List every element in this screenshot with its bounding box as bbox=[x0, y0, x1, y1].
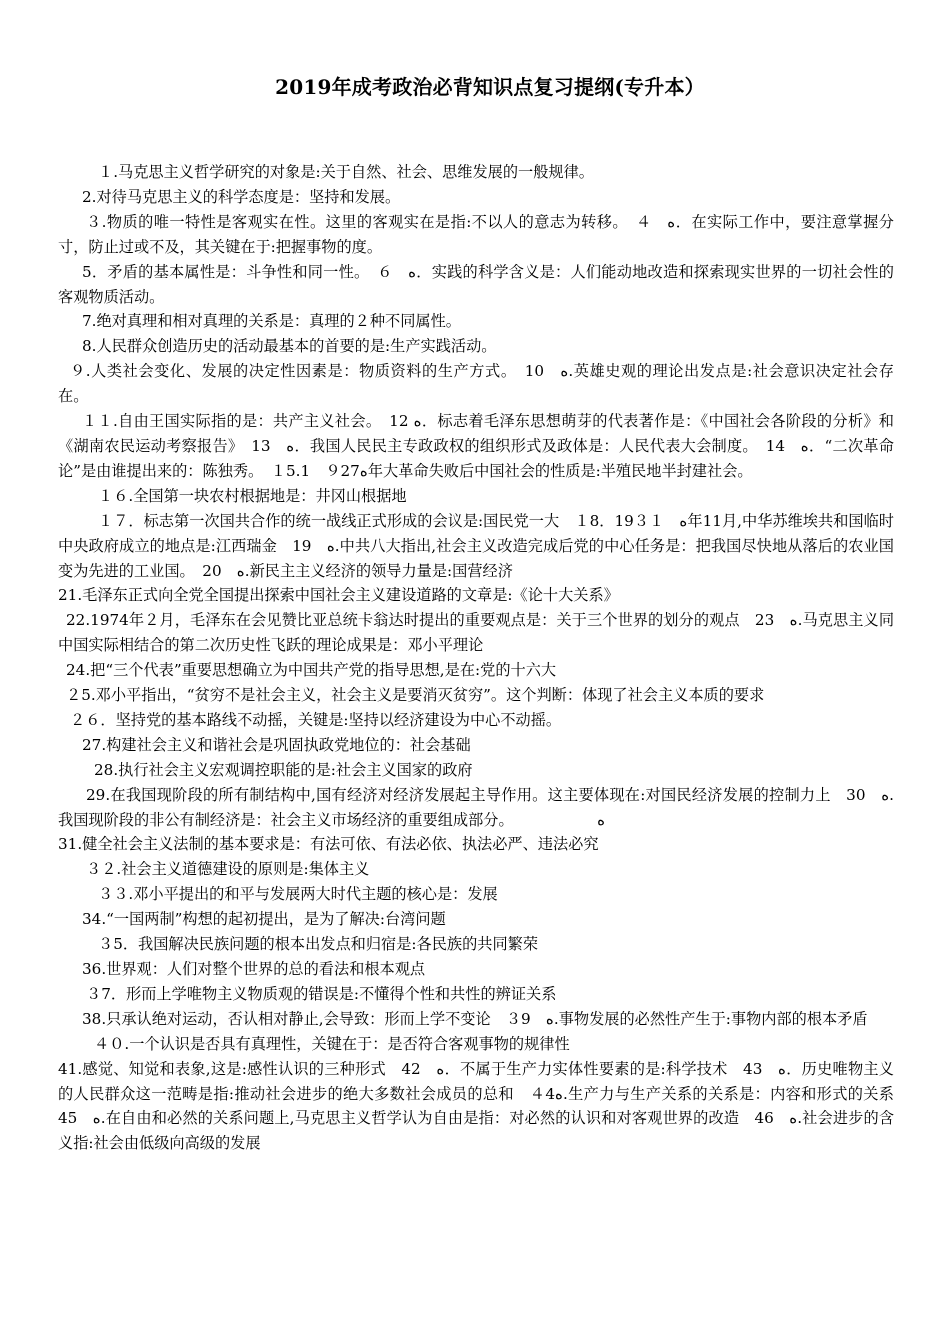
paragraph: ３7．形而上学唯物主义物质观的错误是:不懂得个性和共性的辨证关系 bbox=[86, 984, 557, 1003]
paragraph: １.马克思主义哲学研究的对象是:关于自然、社会、思维发展的一般规律。 bbox=[98, 163, 594, 181]
paragraph: 5．矛盾的基本属性是：斗争性和同一性。 ６ ه．实践的科学含义是：人们能动地改造和探索现实世界的一切社会性的客观物质活动。 bbox=[58, 262, 894, 306]
paragraph: １７．标志第一次国共合作的统一战线正式形成的会议是:国民党一大 １8．19３１ ه年11月,中华苏维埃共和国临时中央政府成立的地点是:江西瑞金 19 ه.中共八大指出,社会主义改造完成后党的中心任务是：把我国尽快地从落后的农业国变为先进的工业国。 20 ه.新民主主义经济的领导力量是:国营经济 bbox=[58, 511, 894, 580]
paragraph: ３２.社会主义道德建设的原则是:集体主义 bbox=[86, 860, 370, 879]
paragraph: ４０.一个认识是否具有真理性，关键在于：是否符合客观事物的规律性 bbox=[94, 1034, 570, 1053]
paragraph: ２5.邓小平指出，“贫穷不是社会主义，社会主义是要消灭贫穷”。这个判断：体现了社会主义本质的要求 bbox=[66, 686, 765, 705]
paragraph: 7.绝对真理和相对真理的关系是：真理的２种不同属性。 bbox=[82, 312, 461, 331]
paragraph: 36.世界观：人们对整个世界的总的看法和根本观点 bbox=[82, 960, 426, 978]
paragraph: 21.毛泽东正式向全党全国提出探索中国社会主义建设道路的文章是:《论十大关系》 bbox=[58, 586, 619, 605]
document-body bbox=[58, 160, 910, 1156]
paragraph: 8.人民群众创造历史的活动最基本的首要的是:生产实践活动。 bbox=[82, 337, 497, 356]
paragraph: 41.感觉、知觉和表象,这是:感性认识的三种形式 42 ه．不属于生产力实体性要素的是:科学技术 43 ه．历史唯物主义的人民群众这一范畴是指:推动社会进步的绝大多数社会成员的总和 ه４4.生产力与生产关系的关系是：内容和形式的关系 45 ه.在自由和必然的关系问题上,马克思主义哲学认为自由是指：对必然的认识和对客观世界的改造 46 ه.社会进步的含义指:社会由低级向高级的发展 bbox=[58, 1059, 910, 1153]
paragraph: ３３.邓小平提出的和平与发展两大时代主题的核心是：发展 bbox=[98, 885, 498, 904]
paragraph: 38.只承认绝对运动，否认相对静止,会导致：形而上学不变论 ３9 ه.事物发展的必然性产生于:事物内部的根本矛盾 bbox=[82, 1009, 868, 1028]
paragraph: １１.自由王国实际指的是：共产主义社会。 12 ه．标志着毛泽东思想萌芽的代表著作是：《中国社会各阶段的分析》和《湖南农民运动考察报告》 13 ه．我国人民民主专政政权的组织形式及政体是：人民代表大会制度。 14 ه．“二次革命论”是由谁提出来的：陈独秀。 １5.1 ه９27年大革命失败后中国社会的性质是:半殖民地半封建社会。 bbox=[58, 412, 894, 480]
paragraph: 34.“一国两制”构想的起初提出，是为了解决:台湾问题 bbox=[82, 910, 446, 929]
paragraph: ９.人类社会变化、发展的决定性因素是：物质资料的生产方式。 10 ه.英雄史观的理论出发点是:社会意识决定社会存在。 bbox=[58, 362, 894, 406]
paragraph: 2.对待马克思主义的科学态度是：坚持和发展。 bbox=[82, 187, 401, 206]
paragraph: 24.把“三个代表”重要思想确立为中国共产党的指导思想,是在:党的十六大 bbox=[66, 661, 557, 680]
paragraph: 31.健全社会主义法制的基本要求是：有法可依、有法必依、执法必严、违法必究 bbox=[58, 835, 599, 854]
paragraph: ３.物质的唯一特性是客观实在性。这里的客观实在是指:不以人的意志为转移。 ４ ه．在实际工作中，要注意掌握分寸，防止过或不及，其关键在于:把握事物的度。 bbox=[58, 212, 894, 256]
paragraph: １６.全国第一块农村根据地是：井冈山根据地 bbox=[98, 486, 407, 505]
document-title: 2019年成考政治必背知识点复习提纲(专升本） bbox=[275, 75, 705, 99]
paragraph: 22.1974年２月，毛泽东在会见赞比亚总统卡翁达时提出的重要观点是：关于三个世界的划分的观点 23 ه.马克思主义同中国实际相结合的第二次历史性飞跃的理论成果是：邓小平理论 bbox=[58, 611, 895, 655]
paragraph: ２６．坚持党的基本路线不动摇，关键是:坚持以经济建设为中心不动摇。 bbox=[70, 710, 562, 729]
paragraph: ３5．我国解决民族问题的根本出发点和归宿是:各民族的共同繁荣 bbox=[98, 935, 539, 954]
paragraph: 29.在我国现阶段的所有制结构中,国有经济对经济发展起主导作用。这主要体现在:对国民经济发展的控制力上 30 ه.我国现阶段的非公有制经济是：社会主义市场经济的重要组成部分。 ه bbox=[58, 785, 894, 829]
paragraph: 27.构建社会主义和谐社会是巩固执政党地位的：社会基础 bbox=[82, 735, 471, 754]
paragraph: 28.执行社会主义宏观调控职能的是:社会主义国家的政府 bbox=[94, 760, 473, 779]
